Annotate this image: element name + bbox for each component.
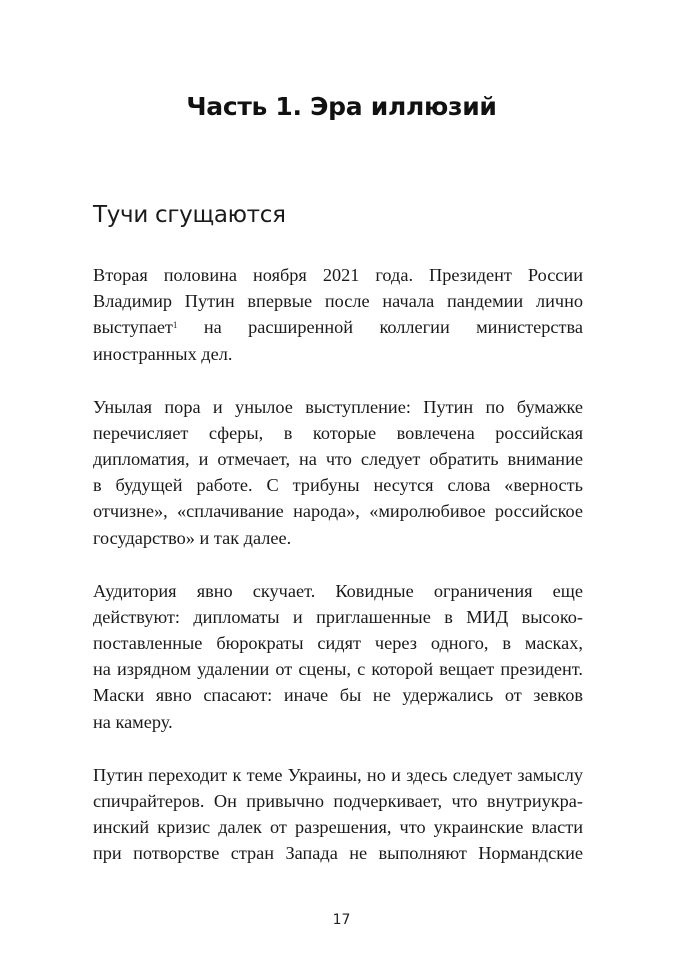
text-line: на изрядном удалении от сцены, с которой вещает президент. — [93, 659, 583, 680]
part-title: Часть 1. Эра иллюзий — [186, 92, 497, 121]
footnote-marker[interactable]: 1 — [172, 320, 178, 331]
paragraph-2 — [93, 394, 583, 551]
paragraph-4 — [93, 762, 583, 867]
text-line: действуют: дипломаты и приглашенные в МИД высоко- — [93, 606, 583, 627]
text-line: при потворстве стран Запада не выполняют Нормандские — [93, 843, 583, 864]
text-line: поставленные бюрократы сидят через одного, в масках, — [93, 633, 583, 654]
text-line: иностранных дел. — [93, 343, 233, 364]
text-line: на камеру. — [93, 711, 173, 732]
paragraph-3 — [93, 578, 583, 735]
text-line: Вторая половина ноября 2021 года. Президент России — [93, 265, 583, 285]
text-line: Путин переходит к теме Украины, но и здесь следует замыслу — [93, 764, 583, 785]
text-line: спичрайтеров. Он привычно подчеркивает, что внутриукра- — [93, 790, 583, 811]
text-line: Аудитория явно скучает. Ковидные ограничения еще — [93, 580, 583, 601]
text-line: дипломатия, и отмечает, на что следует обратить внимание — [93, 449, 583, 470]
text-line: в будущей работе. С трибуны несутся слова «верность — [93, 475, 583, 496]
text-fragment: на расширенной коллегии министерства — [203, 317, 583, 338]
text-fragment: выступает — [93, 317, 173, 338]
text-line: отчизне», «сплачивание народа», «миролюбивое российское — [93, 501, 583, 522]
body-text — [93, 262, 583, 893]
page-number: 17 — [332, 912, 351, 928]
paragraph-1 — [93, 262, 583, 367]
text-line: государство» и так далее. — [93, 527, 292, 548]
text-line: инский кризис далек от разрешения, что украинские власти — [93, 817, 583, 838]
text-line: Унылая пора и унылое выступление: Путин по бумажке — [93, 396, 583, 417]
text-line: перечисляет сферы, в которые вовлечена российская — [93, 422, 583, 443]
text-line: Владимир Путин впервые после начала пандемии лично — [93, 291, 583, 312]
text-line-with-footnote — [93, 314, 583, 340]
chapter-title: Тучи сгущаются — [93, 202, 286, 228]
text-line: Маски явно спасают: иначе бы не удержались от зевков — [93, 685, 583, 706]
